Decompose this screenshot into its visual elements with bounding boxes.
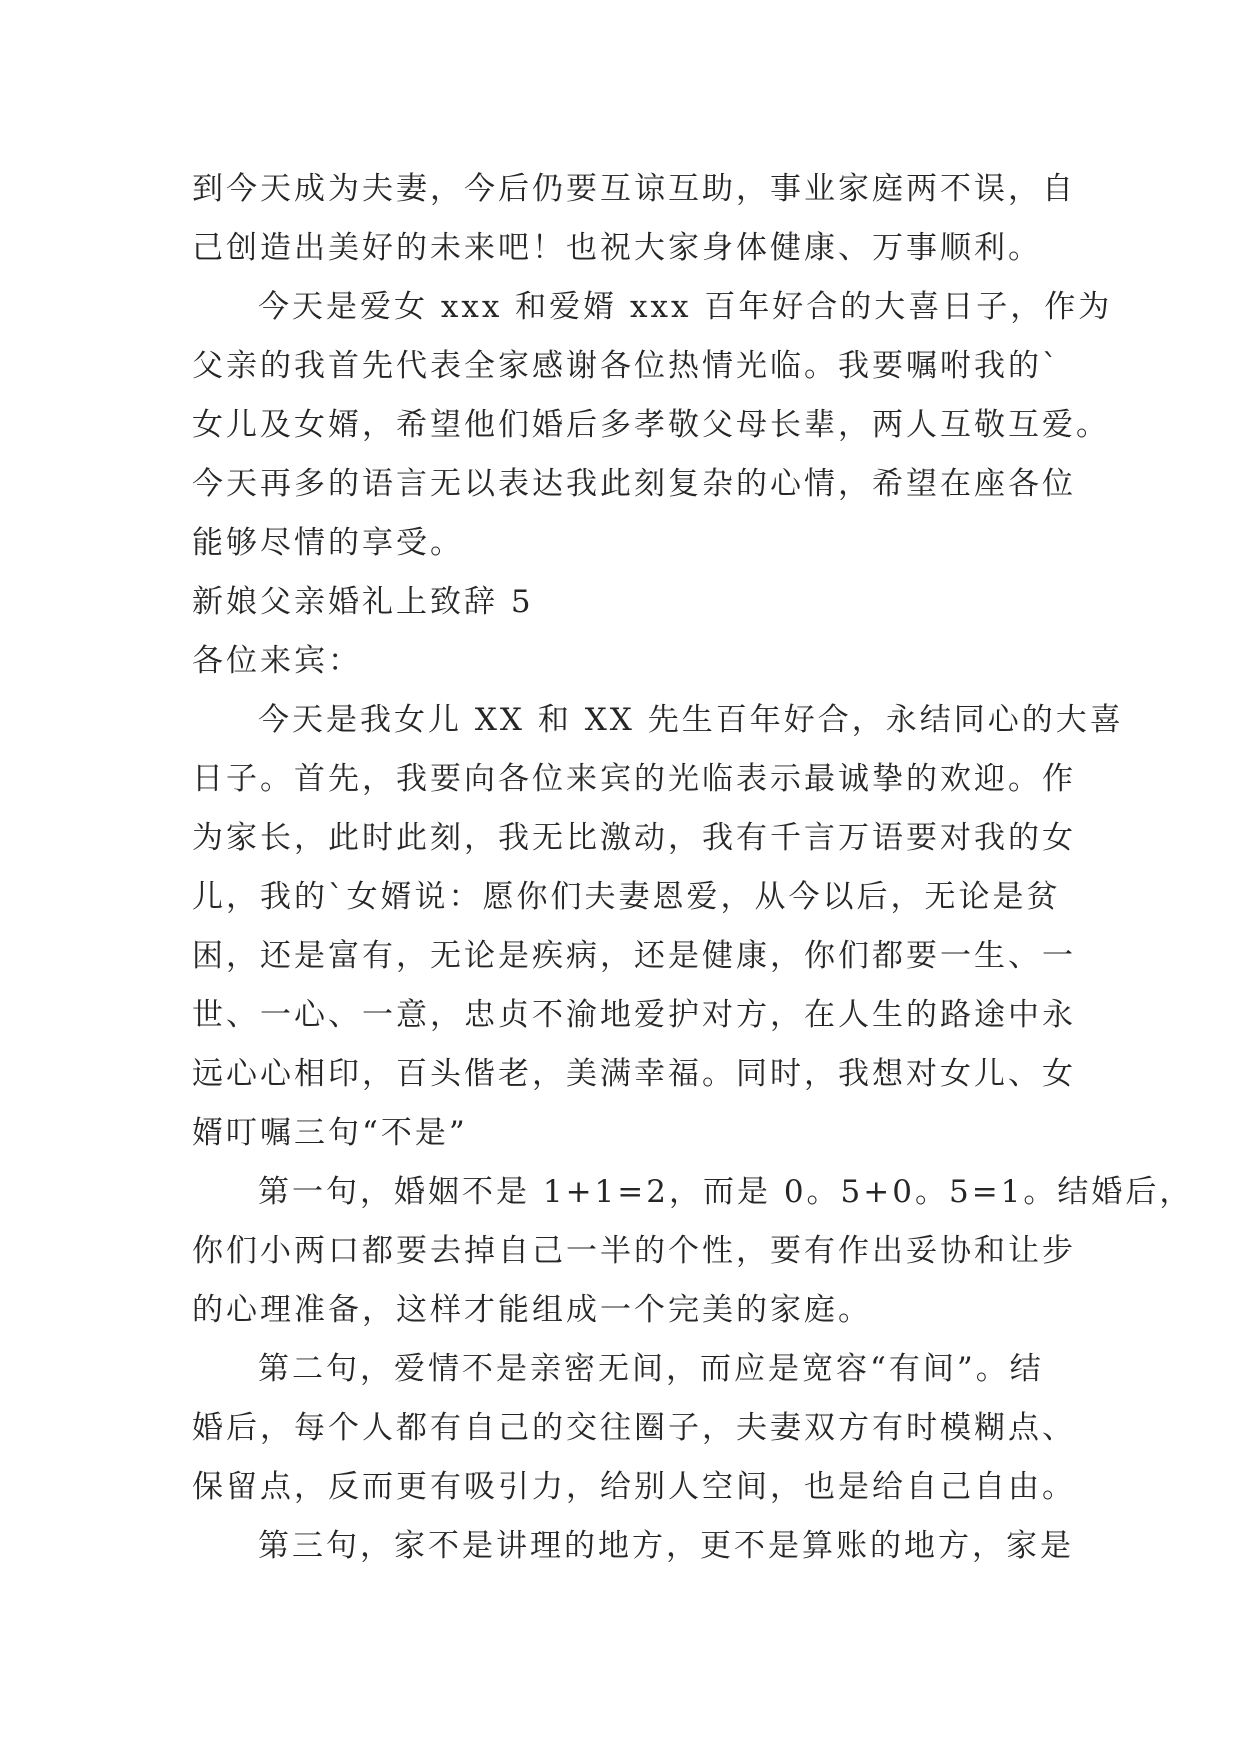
paragraph-line: 保留点，反而更有吸引力，给别人空间，也是给自己自由。	[192, 1469, 1076, 1505]
paragraph-line: 困，还是富有，无论是疾病，还是健康，你们都要一生、一	[192, 938, 1076, 974]
paragraph-line: 女儿及女婿，希望他们婚后多孝敬父母长辈，两人互敬互爱。	[192, 407, 1110, 443]
paragraph-line: 今天是我女儿 XX 和 XX 先生百年好合，永结同心的大喜	[258, 702, 1124, 738]
paragraph-line: 己创造出美好的未来吧！也祝大家身体健康、万事顺利。	[192, 230, 1042, 266]
paragraph-line: 今天再多的语言无以表达我此刻复杂的心情，希望在座各位	[192, 466, 1076, 502]
section-heading: 新娘父亲婚礼上致辞 5	[192, 584, 534, 620]
paragraph-line: 婿叮嘱三句“不是”	[192, 1115, 468, 1151]
paragraph-line: 第二句，爱情不是亲密无间，而应是宽容“有间”。结	[258, 1351, 1044, 1387]
paragraph-line: 第三句，家不是讲理的地方，更不是算账的地方，家是	[258, 1528, 1074, 1564]
document-body	[192, 160, 1194, 1576]
paragraph-line: 儿，我的`女婿说：愿你们夫妻恩爱，从今以后，无论是贫	[192, 879, 1061, 915]
paragraph-line: 日子。首先，我要向各位来宾的光临表示最诚挚的欢迎。作	[192, 761, 1076, 797]
paragraph-line: 远心心相印，百头偕老，美满幸福。同时，我想对女儿、女	[192, 1056, 1076, 1092]
paragraph-line: 到今天成为夫妻，今后仍要互谅互助，事业家庭两不误，自	[192, 171, 1076, 207]
paragraph-line: 第一句，婚姻不是 1+1=2，而是 0。5+0。5=1。结婚后，	[258, 1174, 1194, 1210]
paragraph-line: 今天是爱女 xxx 和爱婿 xxx 百年好合的大喜日子，作为	[258, 289, 1113, 325]
paragraph-line: 你们小两口都要去掉自己一半的个性，要有作出妥协和让步	[192, 1233, 1076, 1269]
paragraph-line: 婚后，每个人都有自己的交往圈子，夫妻双方有时模糊点、	[192, 1410, 1076, 1446]
paragraph-line: 父亲的我首先代表全家感谢各位热情光临。我要嘱咐我的`	[192, 348, 1061, 384]
salutation: 各位来宾：	[192, 643, 362, 679]
paragraph-line: 为家长，此时此刻，我无比激动，我有千言万语要对我的女	[192, 820, 1076, 856]
paragraph-line: 的心理准备，这样才能组成一个完美的家庭。	[192, 1292, 872, 1328]
paragraph-line: 能够尽情的享受。	[192, 525, 464, 561]
paragraph-line: 世、一心、一意，忠贞不渝地爱护对方，在人生的路途中永	[192, 997, 1076, 1033]
